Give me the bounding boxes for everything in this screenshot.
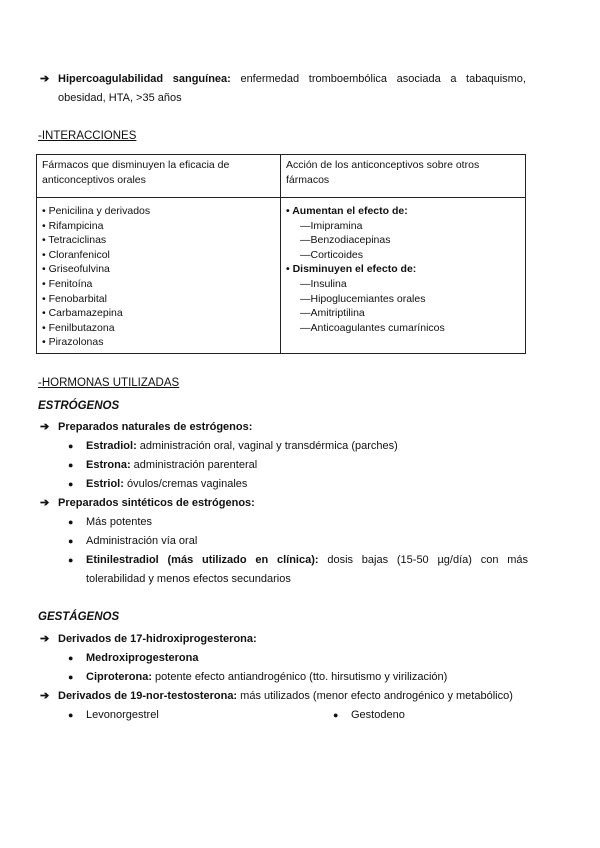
estriol-bold: Estriol: — [86, 478, 124, 490]
list-item: • Rifampicina — [42, 219, 104, 232]
list-item: • Cloranfenicol — [42, 248, 110, 261]
section-interacciones-title: -INTERACCIONES — [38, 130, 137, 142]
derivados19-bold: Derivados de 19-nor-testosterona: — [58, 690, 238, 702]
bullet-icon: ● — [68, 653, 74, 663]
bullet-icon: ● — [68, 479, 74, 489]
estriol-text: óvulos/cremas vaginales — [123, 478, 248, 490]
naturales-item — [40, 418, 526, 437]
aumentan-heading: • Aumentan el efecto de: — [286, 205, 408, 217]
gestodeno-item — [333, 706, 513, 725]
derivados17-item — [40, 630, 526, 649]
estrona-item — [68, 456, 528, 475]
hipercoagulabilidad-item — [40, 70, 526, 108]
naturales-label: Preparados naturales de estrógenos: — [58, 421, 253, 433]
sinteticos-item — [40, 494, 526, 513]
disminuyen-heading: • Disminuyen el efecto de: — [286, 263, 417, 276]
gestagenos-title: GESTÁGENOS — [38, 611, 120, 623]
levonorgestrel-text: Levonorgestrel — [86, 709, 159, 721]
list-item: —Hipoglucemiantes orales — [300, 292, 426, 305]
estrogenos-title: ESTRÓGENOS — [38, 400, 120, 412]
interacciones-table — [36, 154, 526, 354]
mas-potentes-item — [68, 513, 528, 532]
list-item: • Fenitoína — [42, 277, 93, 290]
bullet-icon: ● — [68, 555, 74, 565]
list-item: • Fenilbutazona — [42, 321, 115, 334]
derivados17-label: Derivados de 17-hidroxiprogesterona: — [58, 633, 257, 645]
gestodeno-text: Gestodeno — [351, 709, 405, 721]
derivados19-item — [40, 687, 540, 706]
bullet-icon: ● — [68, 710, 74, 720]
arrow-icon: ➔ — [40, 421, 50, 433]
table-cell-right — [281, 198, 526, 354]
list-item: —Imipramina — [300, 219, 363, 232]
bullet-icon: ● — [68, 672, 74, 682]
list-item: —Amitriptilina — [300, 307, 365, 320]
estrona-bold: Estrona: — [86, 459, 131, 471]
bullet-icon: ● — [68, 460, 74, 470]
list-item: • Fenobarbital — [42, 292, 107, 305]
mas-potentes-text: Más potentes — [86, 516, 153, 528]
list-item: —Insulina — [300, 277, 347, 290]
bullet-icon: ● — [333, 710, 339, 720]
list-item: • Pirazolonas — [42, 336, 104, 349]
list-item: —Anticoagulantes cumarínicos — [300, 321, 445, 334]
list-item: • Tetraciclinas — [42, 234, 107, 247]
estradiol-text: administración oral, vaginal y transdérmica (parches) — [136, 440, 398, 452]
intro-bold: Hipercoagulabilidad sanguínea: — [58, 73, 231, 85]
list-item: • Griseofulvina — [42, 263, 110, 276]
list-item: —Benzodiacepinas — [300, 234, 391, 247]
intro-text: enfermedad tromboembólica asociada a tabaquismo, obesidad, HTA, >35 años — [58, 73, 526, 104]
cipro-bold: Ciproterona: — [86, 671, 152, 683]
etinil-text: dosis bajas (15-50 µg/día) con más tolerabilidad y menos efectos secundarios — [86, 554, 529, 585]
arrow-icon: ➔ — [40, 497, 50, 509]
bullet-icon: ● — [68, 441, 74, 451]
etinilestradiol-item — [68, 551, 528, 589]
etinil-bold: Etinilestradiol (más utilizado en clínica): — [86, 554, 319, 566]
via-oral-text: Administración vía oral — [86, 535, 198, 547]
derivados19-text: más utilizados (menor efecto androgénico y metabólico) — [237, 690, 513, 702]
ciproterona-item — [68, 668, 528, 687]
bullet-icon: ● — [68, 517, 74, 527]
list-item: —Corticoides — [300, 248, 364, 261]
table-cell-left — [37, 198, 281, 354]
arrow-icon: ➔ — [40, 690, 50, 702]
sinteticos-label: Preparados sintéticos de estrógenos: — [58, 497, 255, 509]
medroxi-text: Medroxiprogesterona — [86, 652, 199, 664]
bullet-icon: ● — [68, 536, 74, 546]
medroxi-item — [68, 649, 528, 668]
arrow-icon: ➔ — [40, 633, 50, 645]
estradiol-bold: Estradiol: — [86, 440, 137, 452]
estriol-item — [68, 475, 528, 494]
table-header-left: Fármacos que disminuyen la eficacia de anticonceptivos orales — [37, 155, 281, 198]
estrona-text: administración parenteral — [130, 459, 258, 471]
arrow-icon: ➔ — [40, 73, 50, 85]
cipro-text: potente efecto antiandrogénico (tto. hirsutismo y virilización) — [152, 671, 448, 683]
section-hormonas-title: -HORMONAS UTILIZADAS — [38, 377, 180, 389]
levonorgestrel-item — [68, 706, 308, 725]
estradiol-item — [68, 437, 528, 456]
list-item: • Penicilina y derivados — [42, 205, 151, 217]
list-item: • Carbamazepina — [42, 307, 123, 320]
table-header-right: Acción de los anticonceptivos sobre otros fármacos — [281, 155, 526, 198]
via-oral-item — [68, 532, 528, 551]
